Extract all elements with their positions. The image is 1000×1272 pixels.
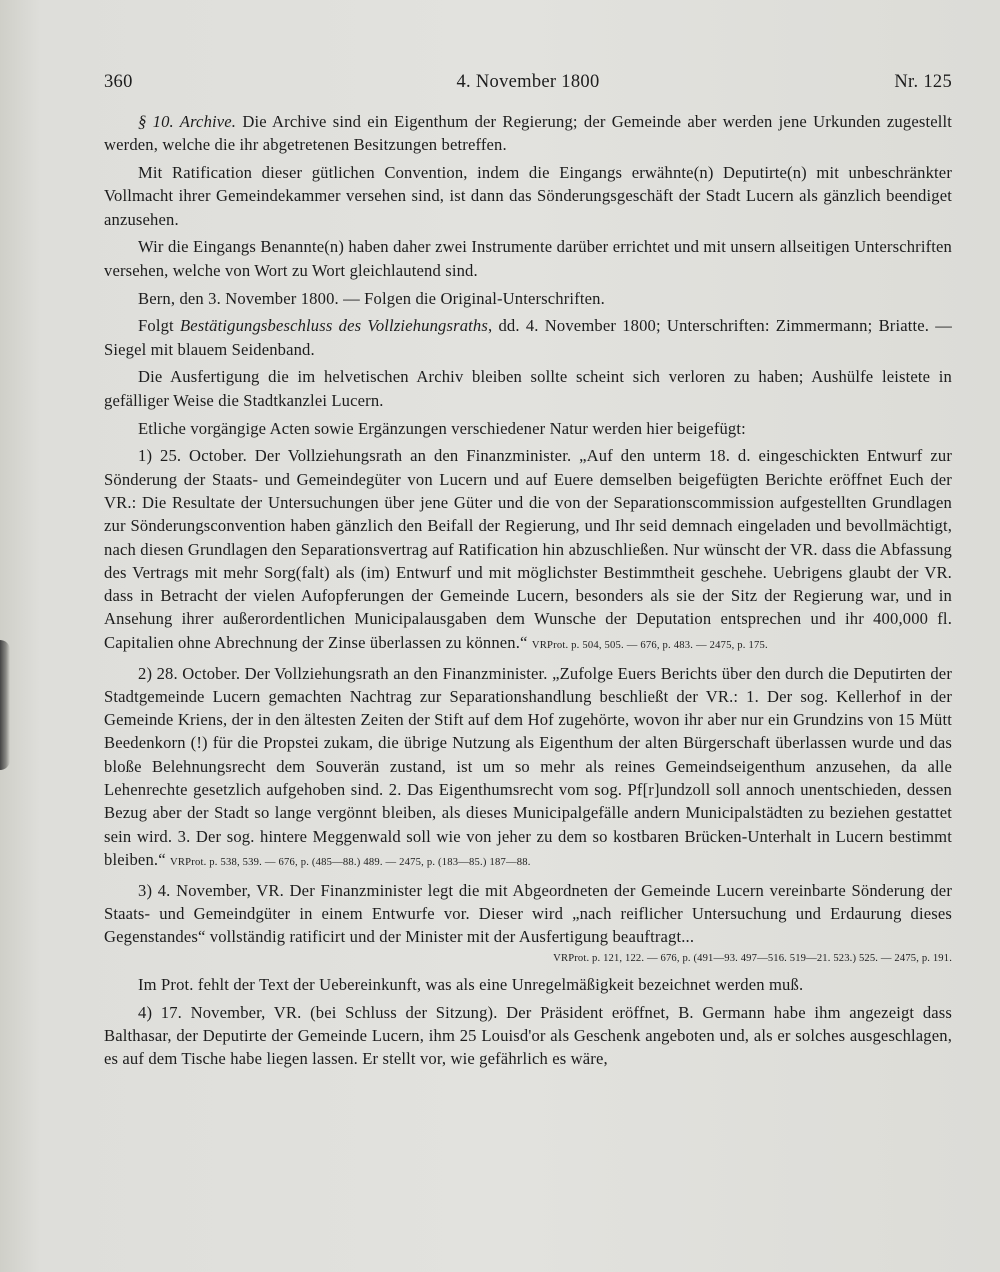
protocol-reference: VRProt. p. 538, 539. — 676, p. (485—88.) 489. — 2475, p. (183—85.) 187—88. bbox=[170, 856, 531, 868]
paragraph bbox=[104, 161, 952, 231]
paragraph bbox=[104, 973, 952, 996]
protocol-reference: VRProt. p. 121, 122. — 676, p. (491—93. 497—516. 519—21. 523.) 525. — 2475, p. 191. bbox=[553, 953, 952, 965]
paragraph-text: Wir die Eingangs Benannte(n) haben daher zwei Instrumente darüber errichtet und mit unsern allseitigen Unterschriften versehen, welche von Wort zu Wort gleichlautend sind. bbox=[104, 237, 952, 280]
paragraph-text: 3) 4. November, VR. Der Finanzminister legt die mit Abgeordneten der Gemeinde Lucern vereinbarte Sönderung der Staats- und Gemeindgüter in einem Entwurfe vor. Dieser wird „nach reiflicher Untersuchung und Erdaurung dieses Gegenstandes“ vollständig ratificirt und der Minister mit der Ausfertigung beauftragt... bbox=[104, 880, 952, 947]
paragraph bbox=[104, 365, 952, 412]
paragraph-text: 1) 25. October. Der Vollziehungsrath an den Finanzminister. „Auf den unterm 18. d. eingeschickten Entwurf zur Sönderung der Staats- und Gemeindegüter von Lucern und auf Euere demselben beigefügten Berichte eröffnet Euch der VR.: Die Resultate der Untersuchungen über jene Güter und die von der Separationscommission aufgestellten Grundlagen zur Sönderungsconvention haben gänzlich den Beifall der Regierung, und Ihr seid demnach eingeladen und bevollmächtigt, nach diesen Grundlagen den Separationsvertrag auf Ratification hin abzuschließen. Nur wünscht der VR. dass die Abfassung des Vertrags mit mehr Sorg(falt) als (im) Entwurf und mit möglichster Bestimmtheit geschehe. Uebrigens glaubt der VR. dass in Betracht der vielen Aufopferungen der Gemeinde Lucern, besonders als sie der Sitz der Regierung war, und in Ansehung ihrer außerordentlichen Municipalausgaben dem Wunsche der Deputation entsprechen und ihr 400,000 fl. Capitalien ohne Abrechnung der Zinse überlassen zu können.“ bbox=[104, 446, 952, 652]
italic-title: Bestätigungsbeschluss des Vollziehungsraths bbox=[179, 316, 488, 336]
paragraph bbox=[104, 287, 952, 310]
paragraph-text: 4) 17. November, VR. (bei Schluss der Sitzung). Der Präsident eröffnet, B. Germann habe ihm angezeigt dass Balthasar, der Deputirte der Gemeinde Lucern, ihm 25 Louisd'or als Geschenk angeboten und, als er solches ausgeschlagen, es auf dem Tische habe liegen lassen. Er stellt vor, wie gefährlich es wäre, bbox=[104, 1002, 952, 1069]
paragraph-text: 2) 28. October. Der Vollziehungsrath an den Finanzminister. „Zufolge Euers Berichts über den durch die Deputirten der Stadtgemeinde Lucern gemachten Nachtrag zur Separationshandlung beschließt der VR.: 1. Der sog. Kellerhof in der Gemeinde Kriens, der in den ältesten Zeiten der Stift auf dem Hof zugehörte, wovon ihr aber nur ein Grundzins von 15 Mütt Beedenkorn (!) für die Propstei zukam, die übrige Nutzung als Eigenthum der alten Bürgerschaft überlassen wurde und das bloße Belehnungsrecht dem Souverän zustand, ist um so mehr als reines Gemeindseigenthum anzusehen, da alle Lehenrechte gesetzlich aufgehoben sind. 2. Das Eigenthumsrecht vom sog. Pf[r]undzoll soll annoch unentschieden, dessen Bezug aber der Stadt so lange vergönnt bleiben, als dieses Municipalgefälle andern Municipalstädten zu beziehen gestattet sein wird. 3. Der sog. hintere Meggenwald soll wie von jeher zu dem so kostbaren Brücken-Unterhalt in Lucern bestimmt bleiben.“ bbox=[104, 663, 952, 869]
paragraph-text: Etliche vorgängige Acten sowie Ergänzungen verschiedener Natur werden hier beigefügt: bbox=[138, 418, 746, 438]
paragraph-text: Die Ausfertigung die im helvetischen Archiv bleiben sollte scheint sich verloren zu haben; Aushülfe leistete in gefälliger Weise die Stadtkanzlei Lucern. bbox=[104, 367, 952, 410]
paragraph bbox=[104, 314, 952, 361]
page-number: 360 bbox=[104, 72, 133, 92]
paragraph bbox=[104, 417, 952, 440]
paragraph-text: , dd. 4. November 1800; Unterschriften: Zimmermann; Briatte. — Siegel mit blauem Seidenband. bbox=[104, 316, 953, 359]
running-header bbox=[104, 72, 952, 96]
paragraph-text: Folgt bbox=[138, 316, 180, 336]
paragraph-item-3 bbox=[104, 879, 952, 949]
paragraph-item-1 bbox=[104, 444, 952, 657]
paragraph-text: Die Archive sind ein Eigenthum der Regierung; der Gemeinde aber werden jene Urkunden zugestellt werden, welche die ihr abgetretenen Besitzungen betreffen. bbox=[104, 112, 952, 155]
protocol-reference: VRProt. p. 504, 505. — 676, p. 483. — 2475, p. 175. bbox=[531, 639, 768, 651]
paragraph-archive bbox=[104, 110, 952, 157]
section-heading: § 10. Archive. bbox=[138, 112, 237, 131]
paragraph-text: Im Prot. fehlt der Text der Uebereinkunft, was als eine Unregelmäßigkeit bezeichnet werden muß. bbox=[138, 975, 804, 995]
paragraph-item-4 bbox=[104, 1001, 952, 1071]
paragraph-text: Bern, den 3. November 1800. — Folgen die Original-Unterschriften. bbox=[138, 288, 605, 308]
paragraph bbox=[104, 235, 952, 282]
paragraph-text: Mit Ratification dieser gütlichen Convention, indem die Eingangs erwähnte(n) Deputirte(n) mit unbeschränkter Vollmacht ihrer Gemeindekammer versehen sind, ist dann das Sönderungsgeschäft der Stadt Lucern als gänzlich beendiget anzusehen. bbox=[104, 163, 952, 229]
paragraph-item-2 bbox=[104, 662, 952, 875]
document-body bbox=[104, 110, 952, 1075]
document-number: Nr. 125 bbox=[894, 72, 952, 92]
header-date: 4. November 1800 bbox=[456, 72, 600, 92]
page-edge-shadow bbox=[0, 640, 10, 770]
